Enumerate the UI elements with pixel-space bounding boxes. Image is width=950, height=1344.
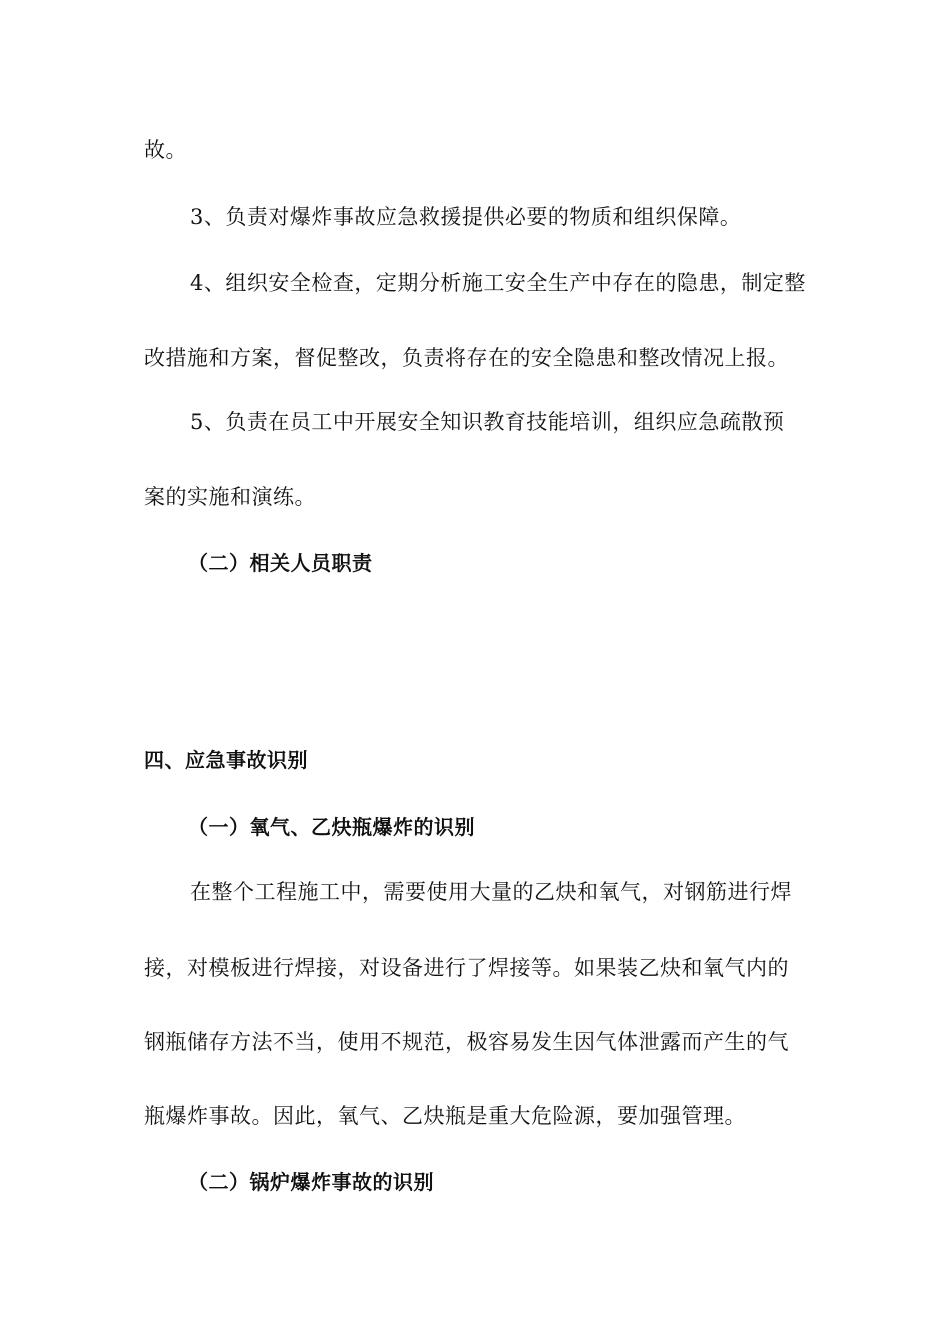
paragraph-line: 案的实施和演练。 (144, 485, 316, 509)
paragraph-line: 3、负责对爆炸事故应急救援提供必要的物质和组织保障。 (190, 205, 742, 229)
paragraph-line: 瓶爆炸事故。因此，氧气、乙炔瓶是重大危险源，要加强管理。 (144, 1104, 746, 1128)
subsection-heading: （二）锅炉爆炸事故的识别 (188, 1170, 434, 1194)
paragraph-line: 4、组织安全检查，定期分析施工安全生产中存在的隐患，制定整 (190, 271, 806, 295)
paragraph-line: 5、负责在员工中开展安全知识教育技能培训，组织应急疏散预 (190, 410, 785, 434)
paragraph-line: 在整个工程施工中，需要使用大量的乙炔和氧气，对钢筋进行焊 (190, 880, 792, 904)
paragraph-line: 接，对模板进行焊接，对设备进行了焊接等。如果装乙炔和氧气内的 (144, 956, 789, 980)
paragraph-line: 钢瓶储存方法不当，使用不规范，极容易发生因气体泄露而产生的气 (144, 1030, 789, 1054)
subsection-heading: （一）氧气、乙炔瓶爆炸的识别 (188, 815, 475, 839)
section-heading: 四、应急事故识别 (144, 748, 308, 772)
paragraph-line: 改措施和方案，督促整改，负责将存在的安全隐患和整改情况上报。 (144, 346, 789, 370)
subsection-heading: （二）相关人员职责 (188, 551, 373, 575)
paragraph-line: 故。 (144, 138, 187, 162)
